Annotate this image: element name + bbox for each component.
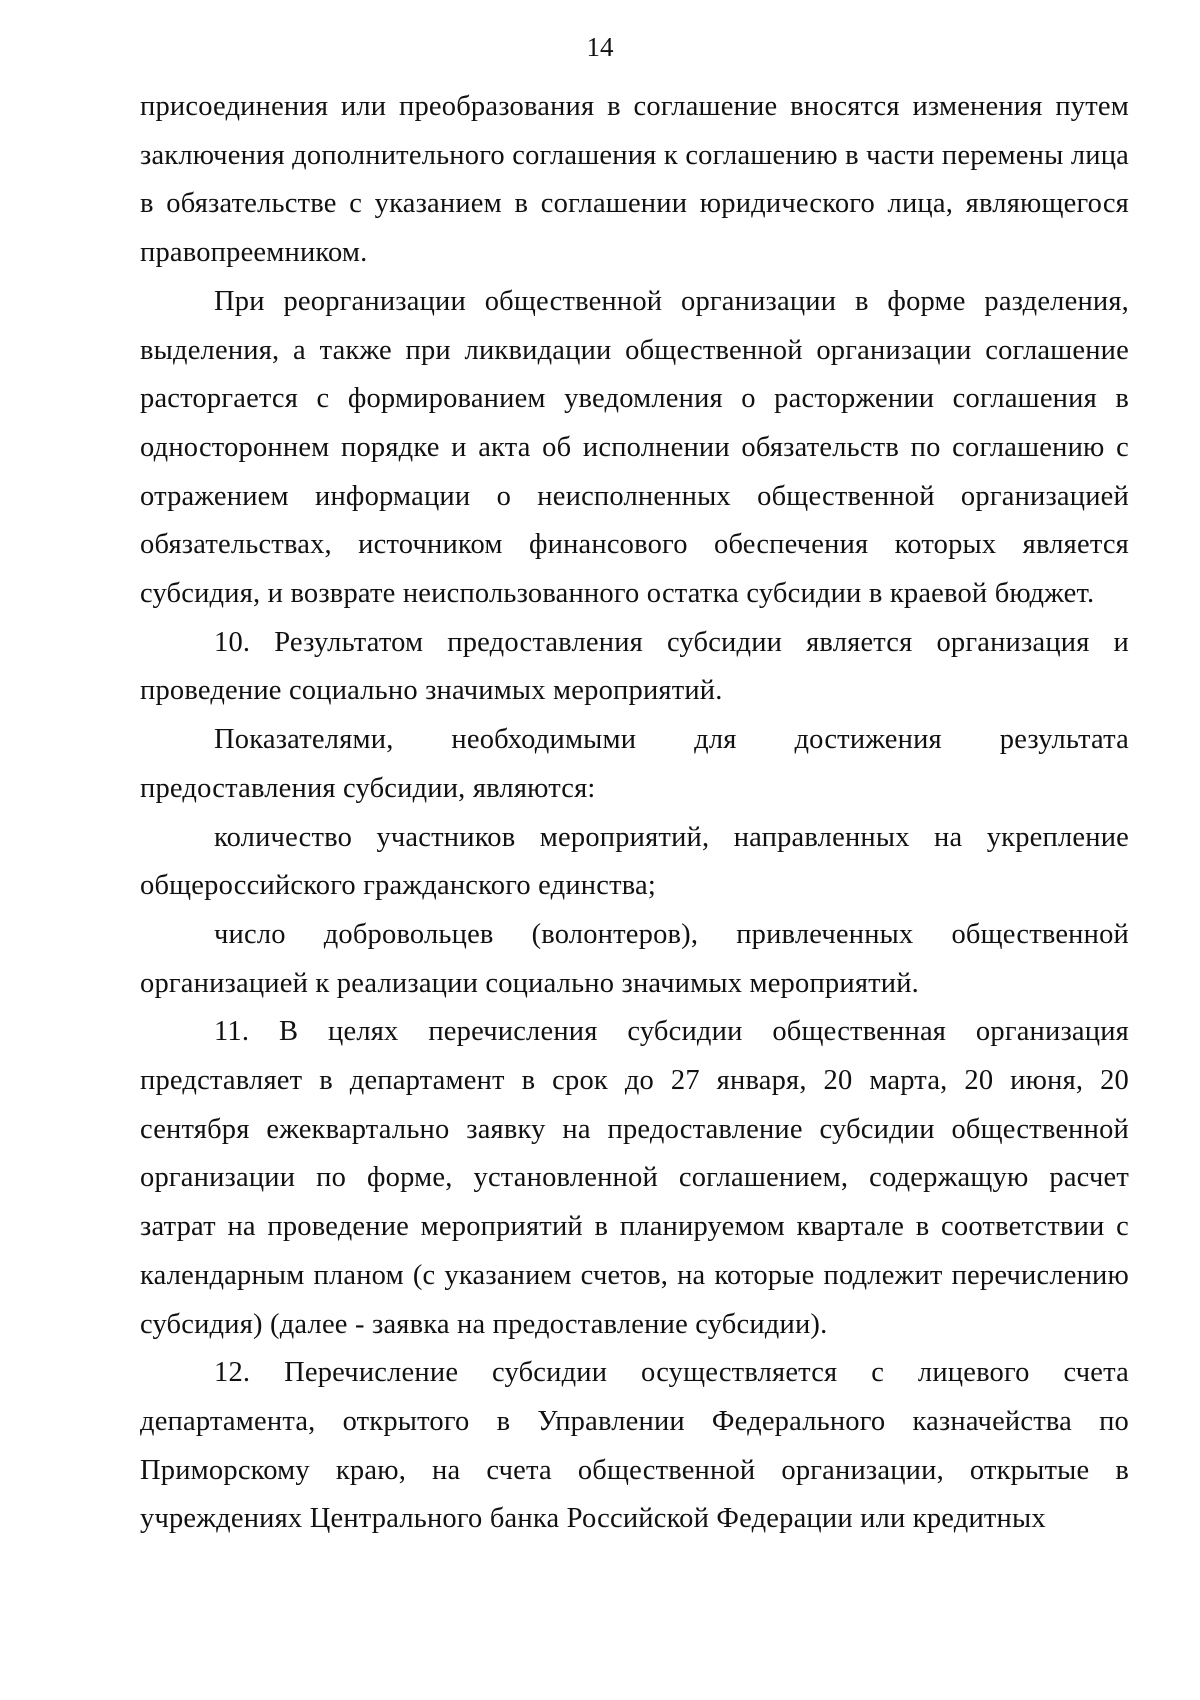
paragraph-item-10: 10. Результатом предоставления субсидии является организация и проведение социально значимых мероприятий. xyxy=(140,626,1129,707)
paragraph-indicator-participants: количество участников мероприятий, направленных на укрепление общероссийского гражданского единства; xyxy=(140,821,1129,902)
paragraph-continuation: присоединения или преобразования в соглашение вносятся изменения путем заключения дополнительного соглашения к соглашению в части перемены лица в обязательстве с указанием в соглашении юридического лица, являющегося правопреемником. xyxy=(140,91,1129,269)
document-body xyxy=(140,83,1129,1544)
paragraph-indicators-intro: Показателями, необходимыми для достижения результата предоставления субсидии, являются: xyxy=(140,724,1129,804)
paragraph-item-12: 12. Перечисление субсидии осуществляется с лицевого счета департамента, открытого в Управлении Федерального казначейства по Приморскому краю, на счета общественной организации, открытые в учреждениях Центрального банка Российской Федерации или кредитных xyxy=(140,1357,1129,1535)
paragraph-reorganization: При реорганизации общественной организации в форме разделения, выделения, а также при ликвидации общественной организации соглашение расторгается с формированием уведомления о расторжении соглашения в одностороннем порядке и акта об исполнении обязательств по соглашению с отражением информации о неисполненных общественной организацией обязательствах, источником финансового обеспечения которых является субсидия, и возврате неиспользованного остатка субсидии в краевой бюджет. xyxy=(140,285,1129,610)
paragraph-indicator-volunteers: число добровольцев (волонтеров), привлеченных общественной организацией к реализации социально значимых мероприятий. xyxy=(140,918,1129,999)
page-number: 14 xyxy=(586,32,614,62)
paragraph-item-11: 11. В целях перечисления субсидии общественная организация представляет в департамент в срок до 27 января, 20 марта, 20 июня, 20 сентября ежеквартально заявку на предоставление субсидии общественной организации по форме, установленной соглашением, содержащую расчет затрат на проведение мероприятий в планируемом квартале в соответствии с календарным планом (с указанием счетов, на которые подлежит перечислению субсидия) (далее - заявка на предоставление субсидии). xyxy=(140,1016,1129,1340)
